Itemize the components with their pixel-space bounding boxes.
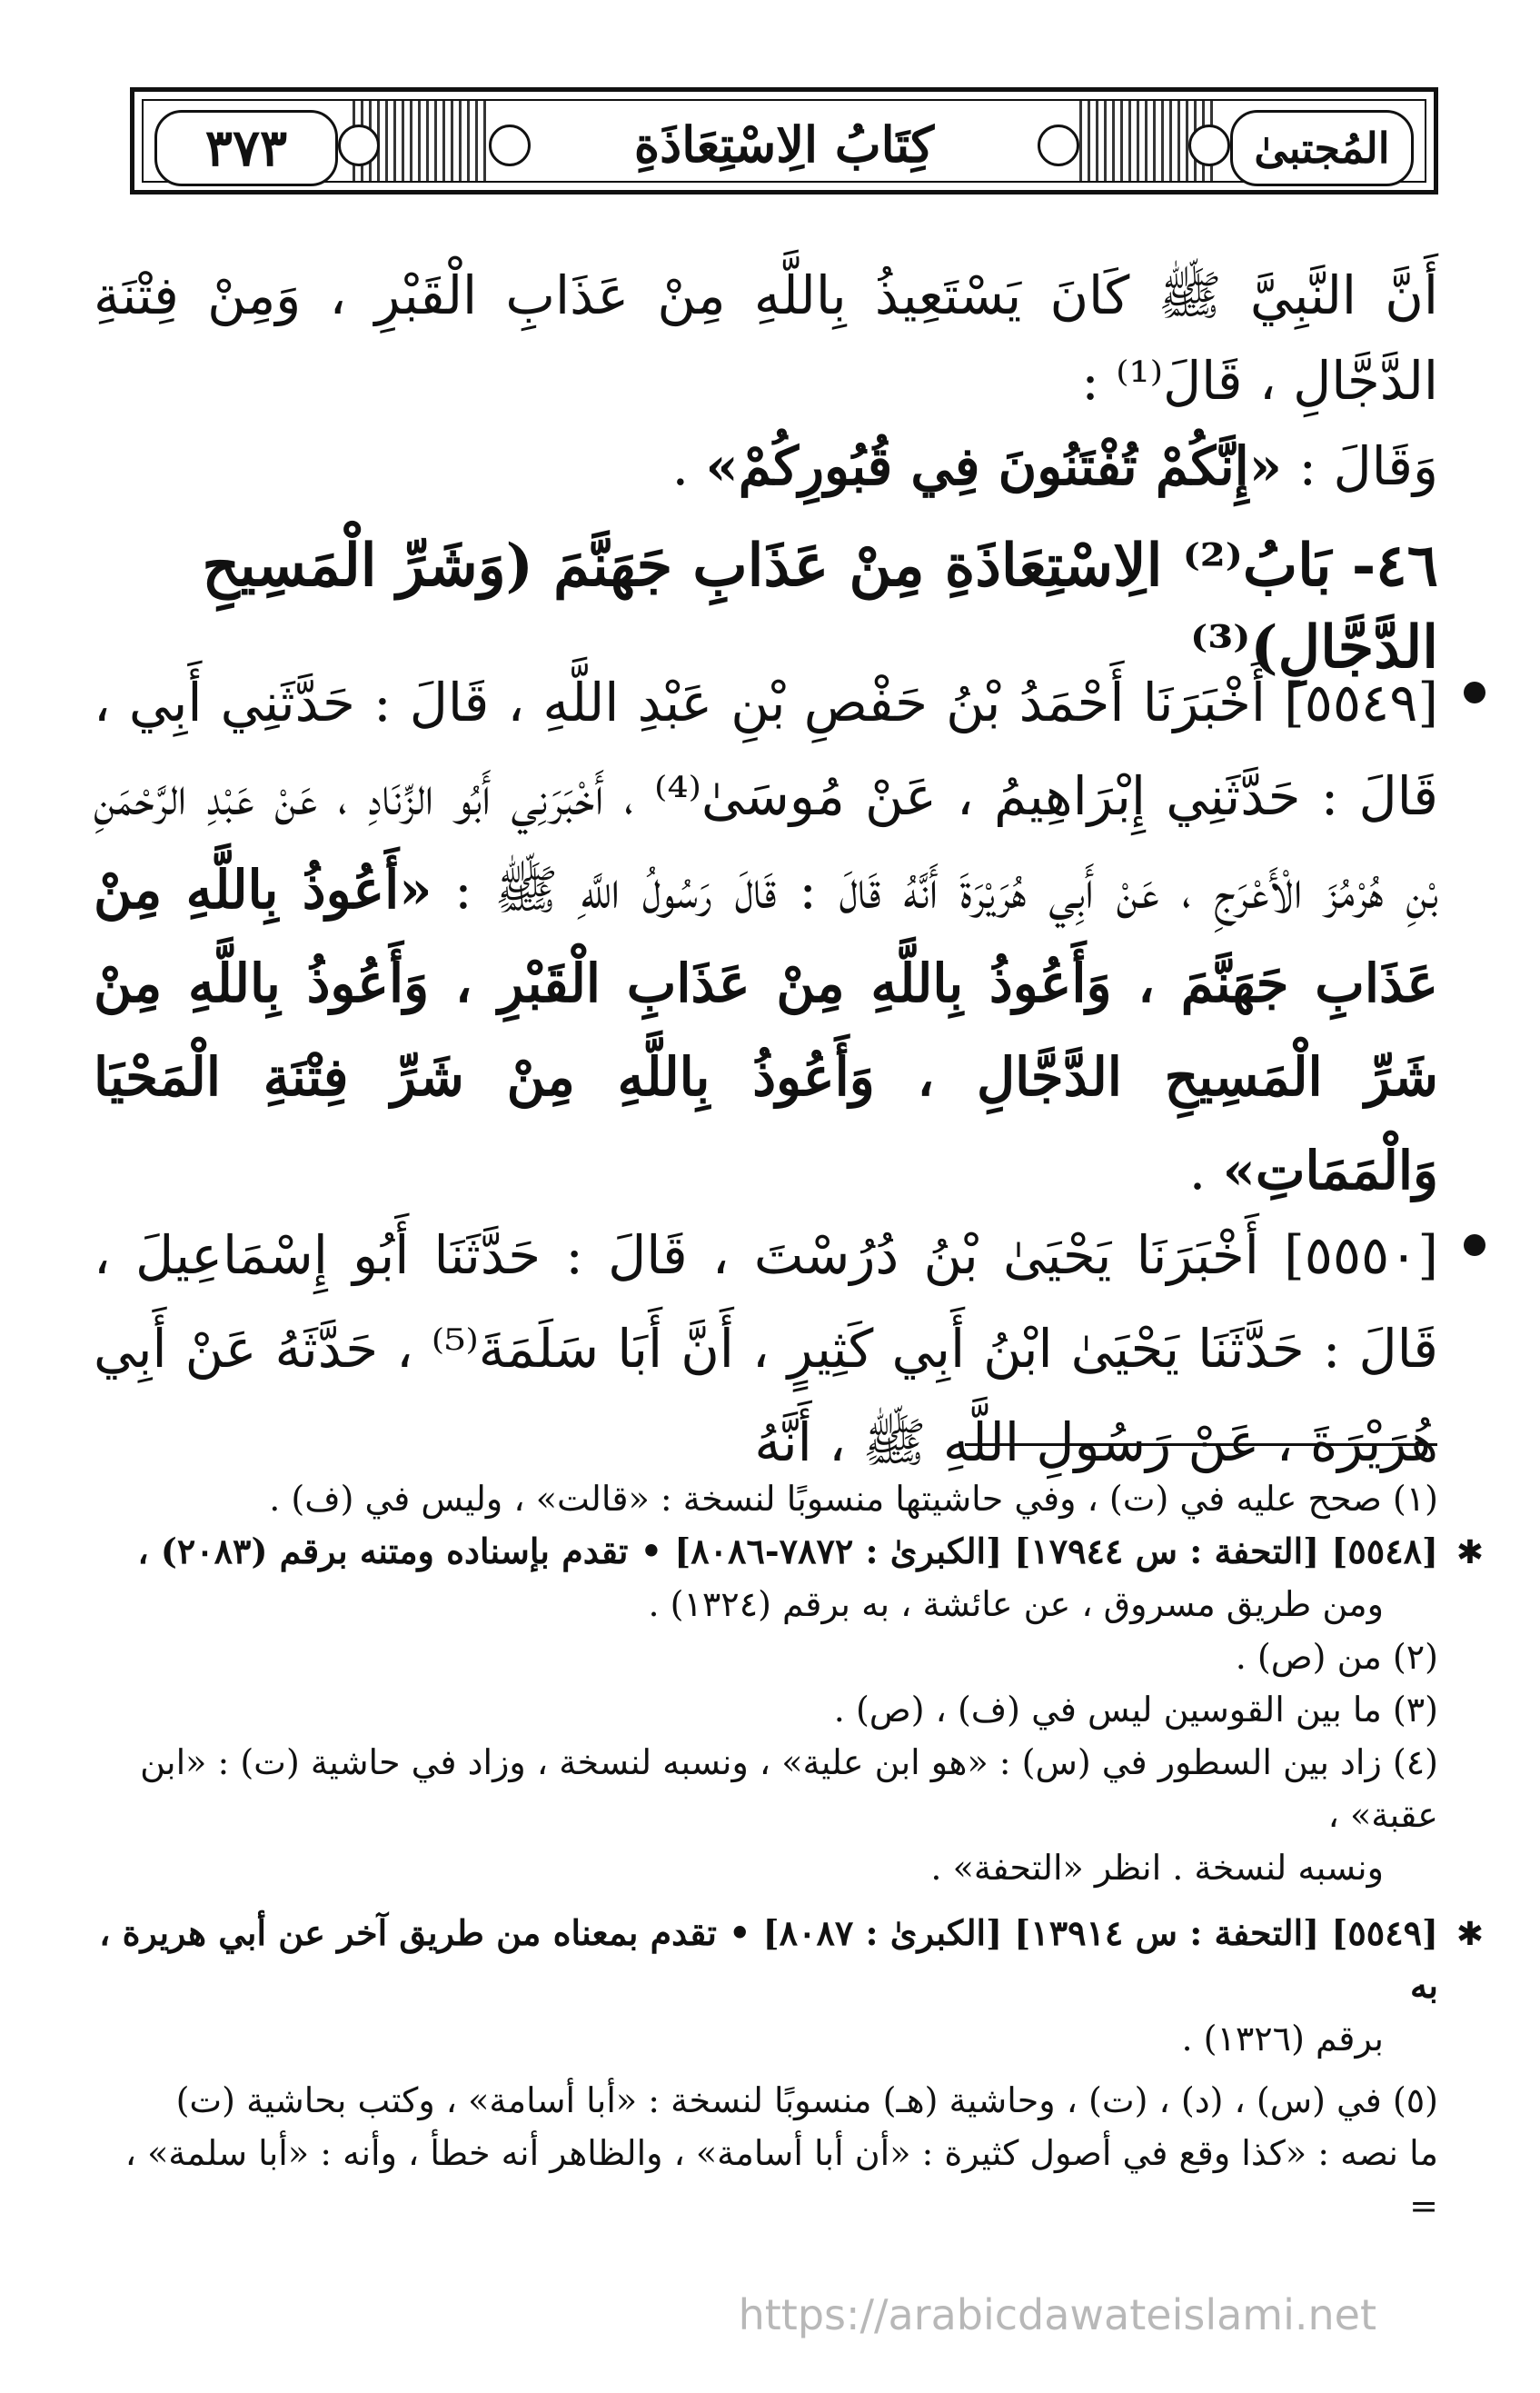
hadith-5549-supplication: «أَعُوذُ بِاللَّهِ مِنْ عَذَابِ جَهَنَّمَ ، وَأَعُوذُ بِاللَّهِ مِنْ عَذَابِ الْقَبْرِ ، وَأَعُوذُ بِاللَّهِ مِنْ شَرِّ الْمَسِيحِ الدَّجَّالِ ، وَأَعُوذُ بِاللَّهِ مِنْ شَرِّ فِتْنَةِ الْمَحْيَا وَالْمَمَاتِ» [94, 859, 1438, 1201]
footnote-4-line-1: (٤) زاد بين السطور في (س) : «هو ابن علية» ، ونسبه لنسخة ، وزاد في حاشية (ت) : «ابن عقبة» ، [140, 1742, 1438, 1835]
footnote-2: (٢) من (ص) . [1235, 1637, 1438, 1677]
hadith-5549-text: [٥٥٤٩] أَخْبَرَنَا أَحْمَدُ بْنُ حَفْصِ بْنِ عَبْدِ اللَّهِ ، قَالَ : حَدَّثَنِي أَبِي ، قَالَ : حَدَّثَنِي إِبْرَاهِيمُ ، عَنْ مُوسَىٰ⁽⁴⁾ ، أَخْبَرَنِي أَبُو الزِّنَادِ ، عَنْ عَبْدِ الرَّحْمَنِ بْنِ هُرْمُزَ الْأَعْرَجِ ، عَنْ أَبِي هُرَيْرَةَ أَنَّهُ قَالَ : قَالَ رَسُولُ اللَّهِ ﷺ : «أَعُوذُ بِاللَّهِ مِنْ عَذَابِ جَهَنَّمَ ، وَأَعُوذُ بِاللَّهِ مِنْ عَذَابِ الْقَبْرِ ، وَأَعُوذُ بِاللَّهِ مِنْ شَرِّ الْمَسِيحِ الدَّجَّالِ ، وَأَعُوذُ بِاللَّهِ مِنْ شَرِّ فِتْنَةِ الْمَحْيَا وَالْمَمَاتِ» . [94, 672, 1438, 1201]
intro-paragraph [94, 253, 1438, 509]
asterisk-icon: ✱ [1456, 1534, 1484, 1571]
intro-line-2: وَقَالَ : «إِنَّكُمْ تُفْتَنُونَ فِي قُبُورِكُمْ» . [671, 435, 1438, 497]
footnote-separator [965, 1443, 1437, 1446]
bullet-icon [1464, 682, 1485, 703]
footnote-3: (٣) ما بين القوسين ليس في (ف) ، (ص) . [833, 1690, 1438, 1730]
watermark-url: https://arabicdawateislami.net [738, 2290, 1376, 2339]
footnote-1: (١) صحح عليه في (ت) ، وفي حاشيتها منسوبًا لنسخة : «قالت» ، وليس في (ف) . [269, 1479, 1438, 1519]
footnote-5-line-1: (٥) في (س) ، (د) ، (ت) ، وحاشية (هـ) منسوبًا لنسخة : «أبا أسامة» ، وكتب بحاشية (ت) [175, 2080, 1438, 2120]
bullet-icon [1464, 1234, 1485, 1256]
footnotes [94, 1472, 1484, 2232]
chapter-title: كِتَابُ الِاسْتِعَاذَةِ [633, 115, 935, 174]
header-frame [142, 99, 1426, 183]
prophet-quote: «إِنَّكُمْ تُفْتَنُونَ فِي قُبُورِكُمْ» [705, 435, 1283, 497]
footnote-5-line-2: ما نصه : «كذا وقع في أصول كثيرة : «أن أبا أسامة» ، والظاهر أنه خطأ ، وأنه : «أبا سلمة» ، = [124, 2133, 1438, 2226]
intro-line-1: أَنَّ النَّبِيَّ ﷺ كَانَ يَسْتَعِيذُ بِاللَّهِ مِنْ عَذَابِ الْقَبْرِ ، وَمِنْ فِتْنَةِ الدَّجَّالِ ، قَالَ⁽¹⁾ : [94, 264, 1438, 412]
footnote-4-line-2: ونسبه لنسخة . انظر «التحفة» . [930, 1848, 1384, 1888]
footnote-5548: ✱ [٥٥٤٨] [التحفة : س ١٧٩٤٤] [الكبرىٰ : ٧٨٧٢-٨٠٨٦] • تقدم بإسناده ومتنه برقم (٢٠٨٣) ، ومن طريق مسروق ، عن عائشة ، به برقم (١٣٢٤) . [94, 1525, 1438, 1630]
rosette-ornament [1188, 125, 1230, 166]
page-header [130, 87, 1438, 194]
hadith-5549 [94, 656, 1438, 1218]
hadith-5550 [94, 1209, 1438, 1490]
asterisk-icon: ✱ [1456, 1916, 1484, 1953]
footnote-5549: ✱ [٥٥٤٩] [التحفة : س ١٣٩١٤] [الكبرىٰ : ٨٠٨٧] • تقدم بمعناه من طريق آخر عن أبي هريرة ، به برقم (١٣٢٦) . [94, 1907, 1438, 2065]
hadith-5550-text: [٥٥٥٠] أَخْبَرَنَا يَحْيَىٰ بْنُ دُرُسْتَ ، قَالَ : حَدَّثَنَا أَبُو إِسْمَاعِيلَ ، قَالَ : حَدَّثَنَا يَحْيَىٰ ابْنُ أَبِي كَثِيرٍ ، أَنَّ أَبَا سَلَمَةَ⁽⁵⁾ ، حَدَّثَهُ عَنْ أَبِي هُرَيْرَةَ ، عَنْ رَسُولِ اللَّهِ ﷺ ، أَنَّهُ [94, 1224, 1439, 1473]
page-number: ٣٧٣ [154, 110, 338, 186]
chapter-heading: ٤٦- بَابُ⁽²⁾ الِاسْتِعَاذَةِ مِنْ عَذَابِ جَهَنَّمَ (وَشَرِّ الْمَسِيحِ الدَّجَّالِ)⁽³⁾ [202, 532, 1438, 682]
book-logo: المُجتبىٰ [1230, 110, 1414, 186]
rosette-ornament [338, 125, 380, 166]
